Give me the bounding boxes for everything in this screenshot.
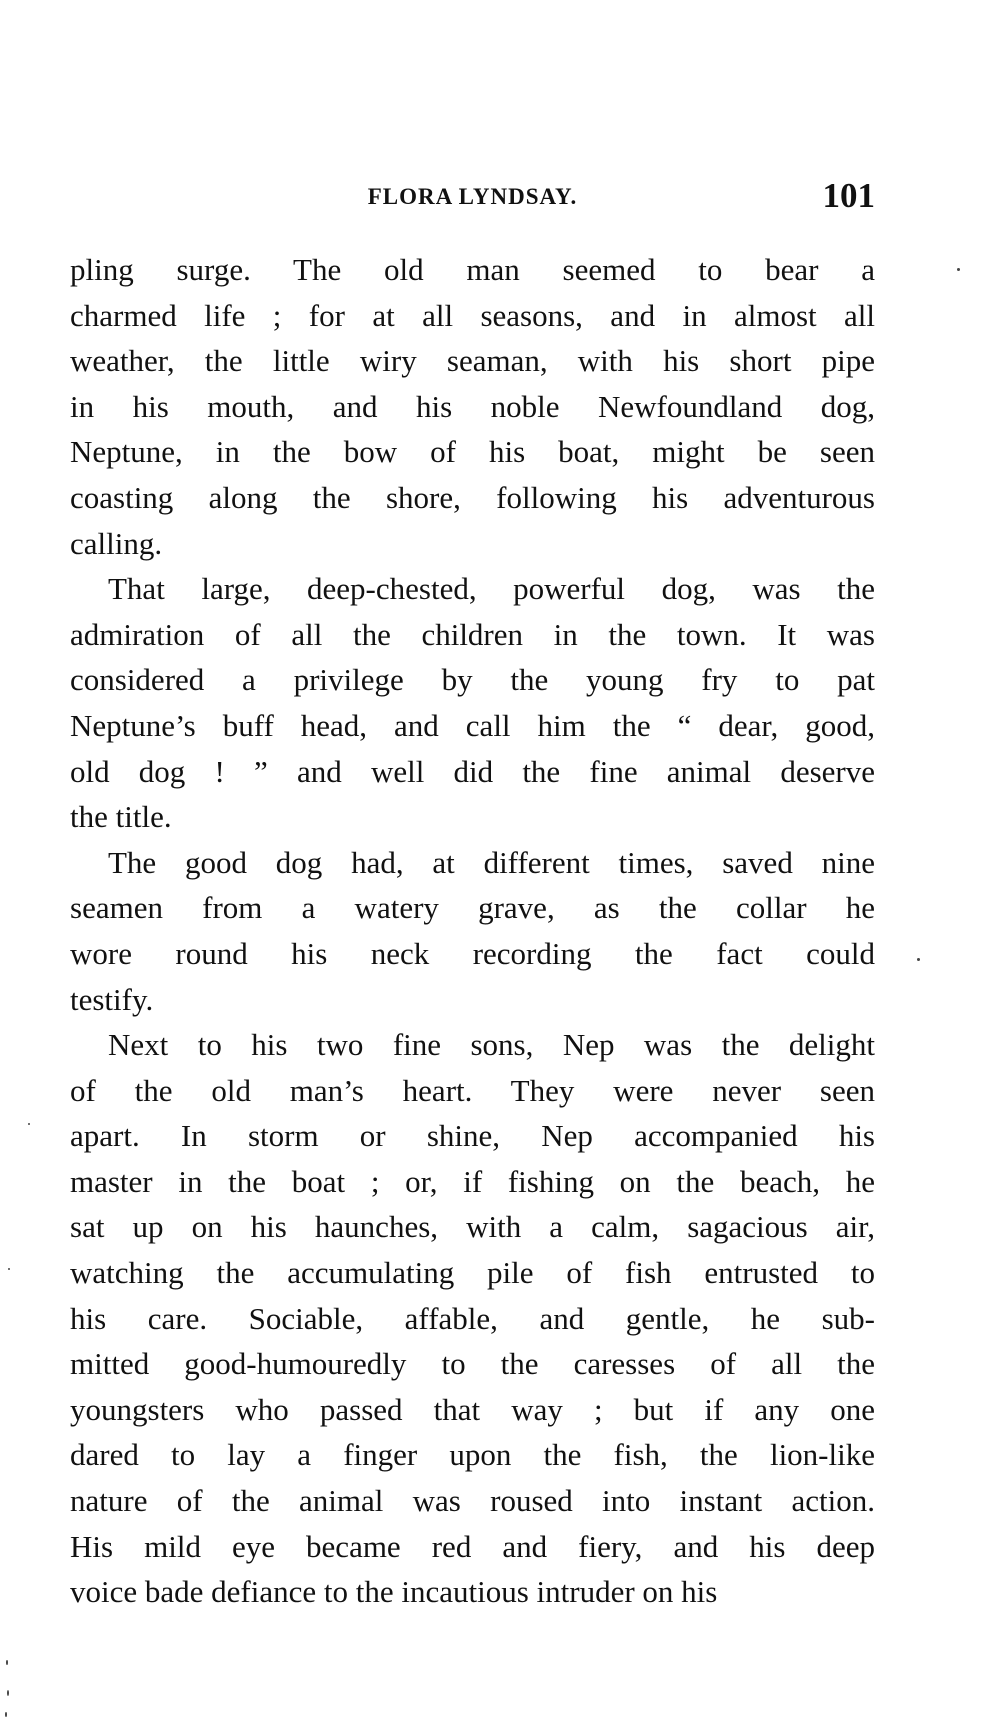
speck <box>7 1690 9 1696</box>
text-line: mitted good-humouredly to the caresses of all the <box>70 1346 875 1382</box>
text-line: old dog ! ” and well did the fine animal deserve <box>70 753 875 789</box>
text-line: youngsters who passed that way ; but if any one <box>70 1391 875 1427</box>
running-head <box>70 176 875 216</box>
text-line: Neptune’s buff head, and call him the “ dear, good, <box>70 707 875 743</box>
speck <box>6 1660 8 1665</box>
text-line: his care. Sociable, affable, and gentle, he sub- <box>70 1300 875 1336</box>
running-title: FLORA LYNDSAY. <box>367 184 578 209</box>
text-line: coasting along the shore, following his adventurous <box>70 479 875 515</box>
page-number: 101 <box>822 176 875 215</box>
text-line: Neptune, in the bow of his boat, might be seen <box>70 434 875 470</box>
paragraph <box>70 1022 875 1615</box>
text-line: His mild eye became red and fiery, and his deep <box>70 1528 875 1564</box>
text-line: apart. In storm or shine, Nep accompanied his <box>70 1118 875 1154</box>
paragraph <box>70 840 875 1022</box>
text-line: The good dog had, at different times, saved nine <box>108 844 875 880</box>
speck <box>917 958 920 961</box>
text-line: of the old man’s heart. They were never seen <box>70 1072 875 1108</box>
text-line: testify. <box>70 981 154 1017</box>
text-line: pling surge. The old man seemed to bear a <box>70 252 875 287</box>
speck <box>957 268 960 271</box>
text-line: voice bade defiance to the incautious intruder on his <box>70 1574 718 1610</box>
text-line: considered a privilege by the young fry to pat <box>70 662 875 698</box>
text-line: wore round his neck recording the fact could <box>70 935 875 971</box>
text-line: charmed life ; for at all seasons, and in almost all <box>70 297 875 333</box>
text-line: admiration of all the children in the town. It was <box>70 616 875 652</box>
text-line: weather, the little wiry seaman, with his short pipe <box>70 343 875 379</box>
body-text <box>70 247 875 1615</box>
text-line: in his mouth, and his noble Newfoundland dog, <box>70 388 875 424</box>
speck <box>28 1123 30 1125</box>
text-line: seamen from a watery grave, as the collar he <box>70 890 875 926</box>
text-line: the title. <box>70 799 172 835</box>
speck <box>5 1712 7 1717</box>
text-line: master in the boat ; or, if fishing on the beach, he <box>70 1163 875 1199</box>
text-line: nature of the animal was roused into instant action. <box>70 1483 875 1519</box>
text-line: calling. <box>70 525 163 561</box>
text-line: dared to lay a finger upon the fish, the lion-like <box>70 1437 875 1473</box>
text-line: sat up on his haunches, with a calm, sagacious air, <box>70 1209 875 1245</box>
text-line: watching the accumulating pile of fish entrusted to <box>70 1255 875 1291</box>
paragraph <box>70 247 875 566</box>
text-line: That large, deep-chested, powerful dog, was the <box>108 571 875 607</box>
text-line: Next to his two fine sons, Nep was the delight <box>108 1027 875 1063</box>
paragraph <box>70 566 875 840</box>
speck <box>8 1268 10 1270</box>
